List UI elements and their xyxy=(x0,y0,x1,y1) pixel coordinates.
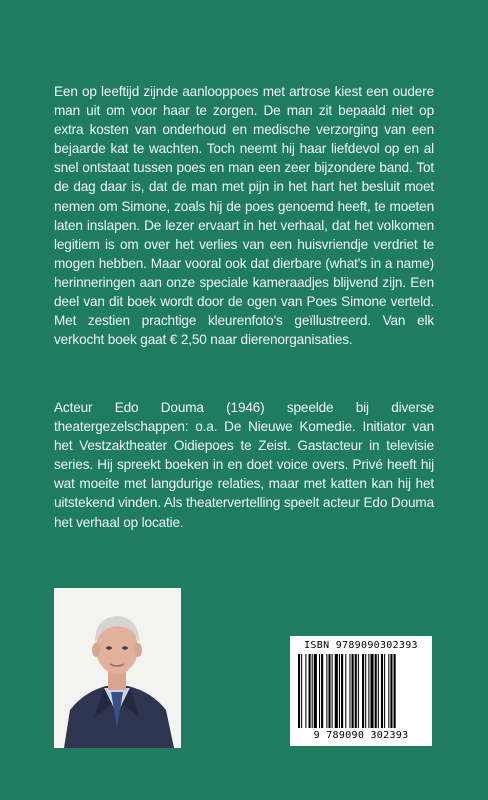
barcode-bars xyxy=(298,654,424,728)
author-portrait-image xyxy=(54,588,181,748)
author-photo xyxy=(54,588,181,748)
barcode-bar xyxy=(319,654,320,728)
barcode-bar xyxy=(390,654,392,728)
barcode-bar xyxy=(378,654,379,728)
barcode-bar xyxy=(349,654,350,728)
isbn-barcode xyxy=(290,636,432,746)
isbn-label: ISBN 9789090302393 xyxy=(304,640,418,651)
barcode-bar xyxy=(314,654,317,728)
barcode-bar xyxy=(368,654,369,728)
barcode-bar xyxy=(384,654,385,728)
barcode-bar xyxy=(301,654,302,728)
barcode-bar xyxy=(355,654,357,728)
barcode-bar xyxy=(362,654,364,728)
barcode-bar xyxy=(332,654,333,728)
ean-digits: 9 789090 302393 xyxy=(313,730,409,741)
barcode-bar xyxy=(388,654,389,728)
barcode-bar xyxy=(321,654,323,728)
barcode-bar xyxy=(335,654,338,728)
barcode-bar xyxy=(341,654,343,728)
barcode-bar xyxy=(394,654,396,728)
barcode-bar xyxy=(328,654,330,728)
barcode-bar xyxy=(312,654,313,728)
barcode-bar xyxy=(326,654,327,728)
author-bio: Acteur Edo Douma (1946) speelde bij diverse theatergezelschappen: o.a. De Nieuwe Komedie. Initiator van het Vestzaktheater Oidiepoes te Zeist. Gastacteur in televisie series. Hij spreekt boeken in en doet voice overs. Privé heeft hij wat moeite met langdurige relaties, maar met katten kan hij het uitstekend vinden. Als theatervertelling speelt acteur Edo Douma het verhaal op locatie. xyxy=(54,400,434,530)
barcode-bar xyxy=(298,654,300,728)
barcode-bar xyxy=(305,654,306,728)
barcode-bar xyxy=(381,654,383,728)
barcode-bar xyxy=(375,654,377,728)
barcode-bar xyxy=(358,654,359,728)
barcode-bar xyxy=(339,654,340,728)
barcode-bar xyxy=(365,654,366,728)
barcode-bar xyxy=(309,654,311,728)
barcode-bar xyxy=(352,654,354,728)
book-blurb: Een op leeftijd zijnde aanlooppoes met artrose kiest een oudere man uit om voor haar te zorgen. De man zit bepaald niet op extra kosten van onderhoud en medische verzorging van een bejaarde kat te wachten. Toch neemt hij haar liefdevol op en al snel ontstaat tussen poes en man een zeer bijzondere band. Tot de dag daar is, dat de man met pijn in het hart het besluit moet nemen om Simone, zoals hij de poes genoemd heeft, te moeten laten inslapen. De lezer ervaart in het verhaal, dat het volkomen legitiem is om over het verlies van een huisvriendje verdriet te mogen hebben. Maar vooral ook dat dierbare (what's in a name) herinneringen aan onze speciale kameraadjes blijvend zijn. Een deel van dit boek wordt door de ogen van Poes Simone verteld. Met zestien prachtige kleurenfoto's geïllustreerd. Van elk verkocht boek gaat € 2,50 naar dierenorganisaties. xyxy=(54,84,434,348)
barcode-bar xyxy=(345,654,346,728)
barcode-bar xyxy=(370,654,373,728)
